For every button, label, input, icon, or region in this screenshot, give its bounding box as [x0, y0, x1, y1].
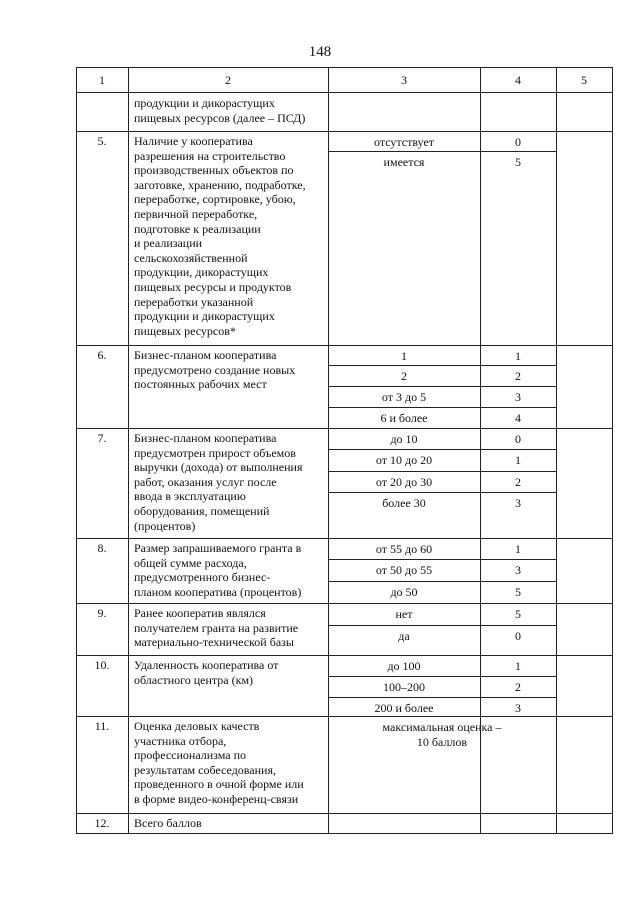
criterion-text: Бизнес-планом кооператива предусмотрен прирост объемов выручки (дохода) от выполнения работ, оказания услуг после ввода в эксплуатацию оборудования, помещений (процентов): [134, 431, 303, 533]
row-border-5: [76, 538, 613, 539]
row-border-2: [76, 131, 613, 132]
option-score: 0: [515, 432, 521, 446]
option-border-1-2: [328, 407, 557, 408]
criterion-text: Наличие у кооператива разрешения на строительство производственных объектов по заготовке, хранению, подработке, переработке, сортировке, убою, первичной переработке, подготовке к реализации и реализации сельскохозяйственной продукции, дикорастущих пищевых ресурсы и продуктов переработки указанной продукции и дикорастущих пищевых ресурсов*: [134, 134, 306, 338]
option-border-4-0: [328, 625, 557, 626]
column-border-5: [612, 67, 613, 834]
criterion-text: Ранее кооператив являлся получателем гранта на развитие материально-технической базы: [134, 606, 299, 650]
option-score: 3: [515, 701, 521, 715]
option-border-2-0: [328, 449, 557, 450]
option-score: 2: [515, 369, 521, 383]
row-number: 12.: [94, 816, 110, 830]
option-label: до 100: [387, 659, 421, 673]
option-border-2-2: [328, 492, 557, 493]
continued-criterion-text: продукции и дикорастущих пищевых ресурсов (далее – ПСД): [134, 96, 306, 125]
option-score: 3: [515, 390, 521, 404]
option-score: 0: [515, 135, 521, 149]
column-border-1: [128, 67, 129, 834]
option-label: от 55 до 60: [375, 542, 433, 556]
option-score: 3: [515, 563, 521, 577]
option-label: 200 и более: [374, 701, 434, 715]
column-border-4: [556, 67, 557, 834]
option-label: отсутствует: [373, 135, 435, 149]
header-cell-5: 5: [581, 73, 587, 87]
option-label: от 50 до 55: [375, 563, 433, 577]
option-label: от 20 до 30: [375, 475, 433, 489]
option-score: 1: [515, 659, 521, 673]
option-score: 1: [515, 542, 521, 556]
option-label: имеется: [383, 155, 425, 169]
option-label: 6 и более: [380, 411, 428, 425]
row-border-6: [76, 603, 613, 604]
option-score: 5: [515, 585, 521, 599]
criterion-text: Размер запрашиваемого гранта в общей сумме расхода, предусмотренного бизнес- планом кооператива (процентов): [134, 541, 302, 599]
option-border-5-1: [328, 697, 557, 698]
option-label: 1: [401, 349, 407, 363]
row-number: 10.: [94, 658, 110, 672]
criterion-text: Бизнес-планом кооператива предусмотрено создание новых постоянных рабочих мест: [134, 348, 296, 392]
option-label: от 10 до 20: [375, 453, 433, 467]
row-border-9: [76, 813, 613, 814]
page-number: 148: [308, 44, 332, 60]
option-score: 2: [515, 680, 521, 694]
column-border-3: [480, 67, 481, 834]
option-border-3-0: [328, 559, 557, 560]
option-border-1-0: [328, 365, 557, 366]
option-label: более 30: [382, 496, 426, 510]
criterion-text: Удаленность кооператива от областного центра (км): [134, 658, 279, 687]
option-score: 3: [515, 496, 521, 510]
option-label: от 3 до 5: [381, 390, 427, 404]
row-number: 7.: [97, 431, 107, 445]
header-cell-1: 1: [99, 73, 105, 87]
row-border-7: [76, 655, 613, 656]
row-number: 6.: [97, 348, 107, 362]
option-label: нет: [395, 607, 413, 621]
option-score: 2: [515, 475, 521, 489]
row-number: 5.: [97, 134, 107, 148]
option-border-3-1: [328, 581, 557, 582]
row-number: 9.: [97, 606, 107, 620]
row-border-3: [76, 345, 613, 346]
option-score: 5: [515, 607, 521, 621]
option-label: да: [398, 629, 410, 643]
option-label: до 50: [390, 585, 418, 599]
option-label: 100–200: [383, 680, 425, 694]
option-score: 1: [515, 453, 521, 467]
option-score: 5: [515, 155, 521, 169]
criterion-text: Оценка деловых качеств участника отбора, профессионализма по результатам собеседования, проведенного в очной форме или в форме видео-конференц-связи: [134, 719, 304, 806]
row-border-4: [76, 428, 613, 429]
max-score-note: максимальная оценка – 10 баллов: [382, 720, 502, 749]
row-border-0: [76, 67, 613, 68]
row-number: 8.: [97, 541, 107, 555]
option-label: 2: [401, 369, 407, 383]
row-border-8: [76, 716, 613, 717]
option-score: 0: [515, 629, 521, 643]
header-cell-4: 4: [515, 73, 521, 87]
option-score: 4: [515, 411, 521, 425]
header-cell-2: 2: [225, 73, 231, 87]
row-number: 11.: [94, 719, 110, 733]
option-border-0-0: [328, 151, 557, 152]
option-border-1-1: [328, 386, 557, 387]
option-label: до 10: [390, 432, 418, 446]
column-border-2: [328, 67, 329, 834]
option-border-5-0: [328, 676, 557, 677]
row-border-10: [76, 833, 613, 834]
header-cell-3: 3: [401, 73, 407, 87]
criterion-text: Всего баллов: [134, 816, 202, 830]
option-score: 1: [515, 349, 521, 363]
row-border-1: [76, 92, 613, 93]
option-border-2-1: [328, 471, 557, 472]
